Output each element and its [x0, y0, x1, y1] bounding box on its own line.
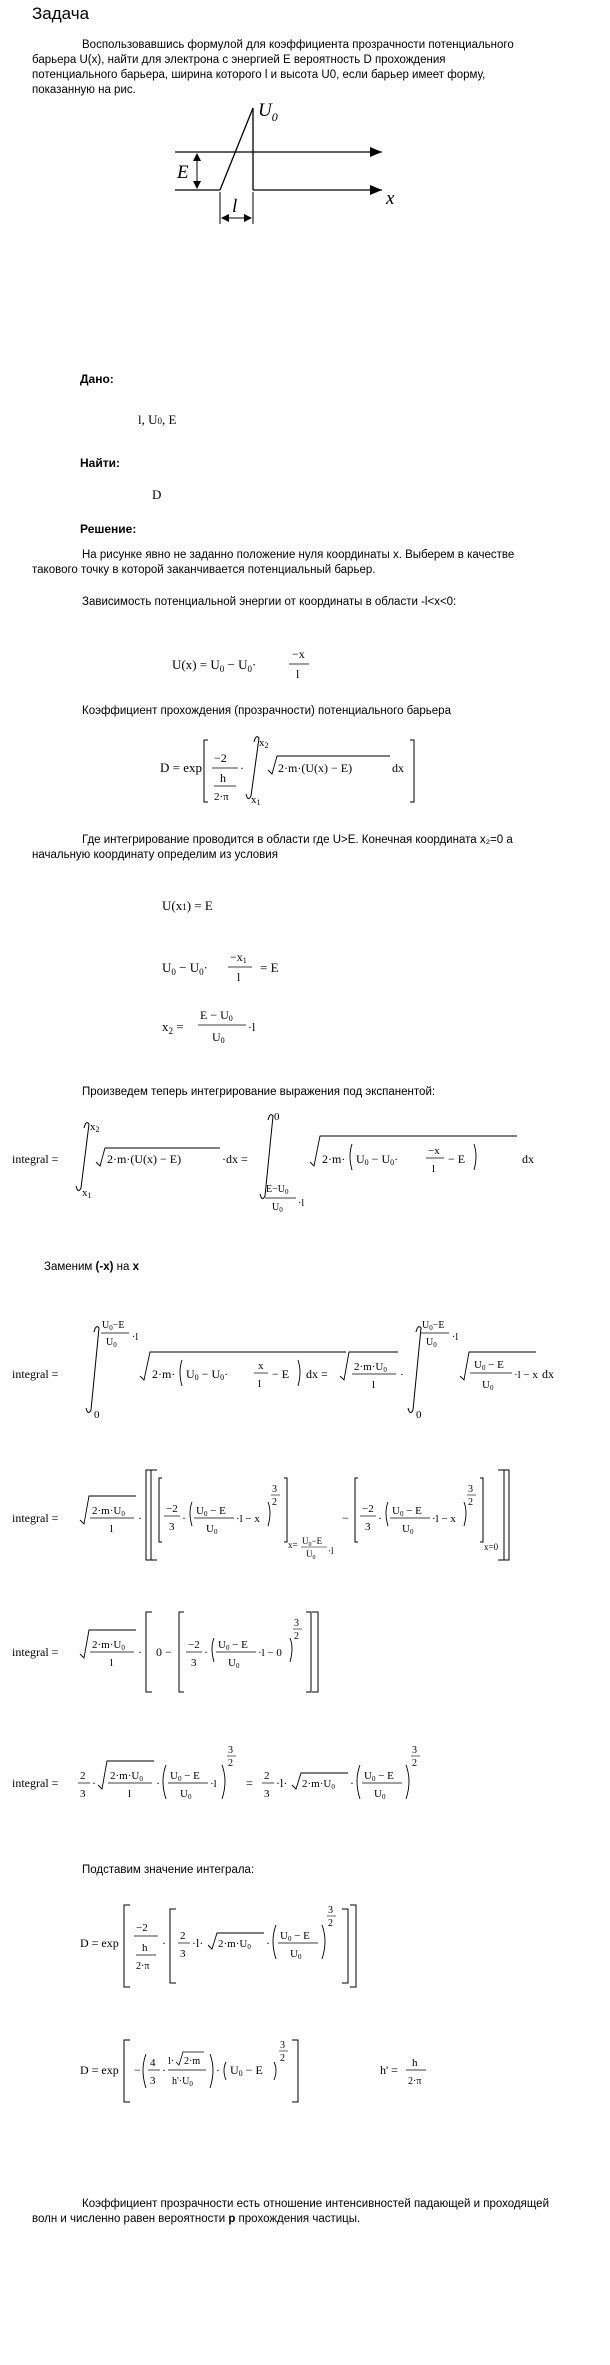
svg-text:·l − x: ·l − x [432, 1513, 456, 1525]
svg-text:D = exp: D = exp [160, 760, 202, 775]
svg-text:h: h [142, 1942, 148, 1954]
svg-text:2·m·U0: 2·m·U0 [302, 1778, 335, 1791]
l-arrow-right-icon [244, 214, 252, 222]
replace-note: Заменим (-x) на x [44, 1261, 139, 1273]
svg-text:U0: $U_0$ [106, 1337, 117, 1349]
svg-text:·l: ·l [248, 1020, 256, 1034]
svg-text:l: l [110, 1523, 114, 1535]
svg-text:U0 − E: U0 − E [196, 1505, 226, 1518]
svg-text:E − U0: E − U0 [200, 1008, 233, 1023]
svg-text:h: h [220, 771, 226, 785]
svg-text:3: 3 [180, 1948, 186, 1960]
svg-text:integral =: integral = [12, 1776, 59, 1790]
svg-text:dx: dx [392, 761, 404, 775]
svg-text:U0: U0 [180, 1788, 192, 1801]
svg-text:dx: dx [522, 1152, 534, 1166]
svg-text:·: · [138, 1511, 142, 1525]
solution-label: Решение: [80, 522, 137, 536]
svg-text:2·m·U0: 2·m·U0 [354, 1361, 387, 1374]
svg-text:3: 3 [169, 1521, 175, 1533]
svg-text:−: − [134, 2063, 141, 2077]
svg-text:U0−E: $U_0-E$ [422, 1320, 445, 1332]
svg-text:−x: −x [292, 647, 305, 661]
svg-text:2·m·: 2·m· [152, 1367, 176, 1381]
svg-text:·: · [350, 1776, 354, 1790]
barrier-figure [150, 100, 410, 240]
svg-text:·l: ·l [452, 1332, 459, 1343]
formula-d-final [80, 2030, 480, 2114]
find-value: D [152, 487, 162, 502]
svg-text:3: 3 [294, 1618, 299, 1629]
svg-text:l: l [128, 1788, 132, 1800]
svg-text:2: 2 [468, 1497, 473, 1508]
svg-text:2: 2 [412, 1758, 417, 1769]
e-label: E [177, 162, 189, 183]
x-label: x [386, 188, 395, 209]
svg-text:3: 3 [150, 2075, 156, 2087]
l-label: l [232, 196, 238, 217]
svg-text:3: 3 [80, 1788, 86, 1800]
paragraph-potential: Зависимость потенциальной энергии от координаты в области -l<x<0: [82, 596, 457, 608]
svg-text:−x1: −x1 [230, 950, 247, 965]
formula-integral-evaluated [12, 1460, 572, 1574]
svg-text:integral =: integral = [12, 1645, 59, 1659]
svg-text:2: 2 [272, 1497, 277, 1508]
x-axis-arrow-icon [370, 185, 382, 195]
svg-text:2: 2 [228, 1758, 233, 1769]
svg-text:x2: x2 [259, 737, 269, 750]
svg-text:3: 3 [264, 1788, 270, 1800]
svg-text:D = exp: D = exp [80, 2063, 119, 2077]
svg-text:U0: U0 [402, 1523, 414, 1536]
svg-text:3: 3 [328, 1905, 333, 1916]
svg-text:−2: −2 [136, 1922, 148, 1934]
svg-text:l: l [258, 1378, 262, 1390]
svg-text:·: · [156, 1776, 160, 1790]
svg-text:·: · [162, 2063, 166, 2077]
svg-text:·l: ·l [328, 1546, 334, 1556]
svg-text:·: · [266, 1936, 270, 1950]
svg-text:U0: $U_0$ [426, 1337, 437, 1349]
formula-integral-setup [12, 1110, 552, 1224]
svg-text:·l: ·l [210, 1778, 217, 1790]
svg-text:U0: U0 [206, 1523, 218, 1536]
svg-text:U0−E: $U_0-E$ [302, 1536, 323, 1548]
svg-text:2·m·U0: 2·m·U0 [92, 1505, 125, 1518]
svg-text:2: 2 [294, 1631, 299, 1642]
svg-text:3: 3 [272, 1484, 277, 1495]
svg-text:−: − [342, 1511, 349, 1525]
formula-condition: U(x1) = E [162, 898, 213, 913]
svg-text:·: · [138, 1645, 142, 1659]
svg-text:0 −: 0 − [156, 1645, 172, 1659]
svg-text:2·m: 2·m [184, 2056, 201, 2067]
svg-text:integral =: integral = [12, 1367, 59, 1381]
e-arrow-down-icon [193, 181, 201, 189]
svg-text:2·π: 2·π [408, 2076, 422, 2087]
svg-text:U0: U0 [290, 1948, 302, 1961]
svg-text:U0 − E: U0 − E [474, 1359, 504, 1372]
svg-text:·: · [216, 2063, 220, 2077]
svg-text:U0: $U_0$ [272, 1202, 283, 1214]
paragraph-conclusion: Коэффициент прозрачности есть отношение интенсивностей падающей и проходящей волн и численно равен вероятности p прохождения частицы. [32, 2198, 550, 2225]
svg-text:·l − x: ·l − x [514, 1369, 538, 1381]
svg-text:3: 3 [468, 1484, 473, 1495]
svg-text:U0 − U0·: U0 − U0· [186, 1367, 229, 1382]
svg-text:2: 2 [264, 1770, 270, 1782]
svg-text:2: 2 [180, 1930, 186, 1942]
svg-text:4: 4 [150, 2057, 156, 2069]
svg-text:−2: −2 [362, 1503, 374, 1515]
svg-text:U0 − E: U0 − E [218, 1639, 248, 1652]
svg-text:U0: $U_0$ [306, 1549, 316, 1561]
svg-text:·l·: ·l· [192, 1936, 204, 1950]
svg-text:x=0: x=0 [484, 1542, 499, 1552]
paragraph-zero-point: На рисунке явно не заданно положение нуля координаты x. Выберем в качестве такового точку в которой заканчивается потенциальный барьер. [32, 549, 515, 576]
svg-text:U0−E: $U_0-E$ [102, 1320, 125, 1332]
svg-text:−2: −2 [214, 751, 227, 765]
svg-text:2: 2 [280, 2053, 285, 2064]
svg-text:l: l [110, 1657, 114, 1669]
svg-text:= E: = E [260, 960, 279, 975]
given-label: Дано: [80, 372, 114, 386]
svg-text:U0: U0 [212, 1030, 225, 1045]
svg-text:integral =: integral = [12, 1152, 59, 1166]
given-values: l, U0, E [138, 412, 177, 427]
problem-text: Воспользовавшись формулой для коэффициента прозрачности потенциального барьера U(x), найти для электрона с энергией E вероятность D прохождения потенциального барьера, ширина которого l и высота U0, если барьер имеет форму, показанную на рис. [32, 39, 514, 96]
svg-text:−x: −x [428, 1145, 440, 1157]
svg-text:x=: x= [288, 1540, 298, 1550]
svg-text:·: · [162, 1936, 166, 1950]
formula-integral-result [12, 1735, 472, 1829]
svg-text:·: · [92, 1776, 96, 1790]
svg-text:·dx =: ·dx = [222, 1152, 248, 1166]
svg-text:x1: x1 [251, 794, 261, 807]
find-label: Найти: [80, 456, 120, 470]
svg-text:2·m·U0: 2·m·U0 [110, 1770, 143, 1783]
formula-d-substituted [80, 1895, 410, 1999]
svg-text:l: l [432, 1163, 436, 1175]
paragraph-limits: Где интегрирование проводится в области где U>E. Конечная координата x₂=0 а начальную координату определим из условия [32, 834, 513, 861]
svg-text:U0 − U0·: U0 − U0· [356, 1152, 399, 1167]
svg-text:·: · [378, 1511, 382, 1525]
svg-text:2·m·(U(x) − E): 2·m·(U(x) − E) [107, 1152, 182, 1166]
svg-text:x: x [258, 1360, 264, 1372]
svg-text:·l: ·l [298, 1198, 305, 1209]
svg-text:l: l [296, 667, 300, 681]
page-title: Задача [32, 4, 90, 23]
svg-text:−2: −2 [166, 1503, 178, 1515]
svg-text:2·m·: 2·m· [322, 1152, 346, 1166]
svg-text:E−U0: $E-U_0$ [266, 1184, 289, 1196]
paragraph-integration: Произведем теперь интегрирование выражения под экспанентой: [82, 1086, 436, 1098]
svg-text:0: 0 [94, 1409, 100, 1421]
svg-text:U0 − E: U0 − E [392, 1505, 422, 1518]
svg-text:h'·U0: $h'\cdot U_0$ [172, 2076, 193, 2088]
svg-text:3: 3 [228, 1745, 233, 1756]
svg-text:− E: − E [448, 1152, 466, 1166]
svg-text:x2 =: $x_2$ = [162, 1019, 184, 1036]
svg-text:·l: ·l [132, 1332, 139, 1343]
formula-integral-substituted [12, 1318, 572, 1432]
svg-text:l: l [372, 1379, 376, 1391]
svg-text:·: · [240, 761, 244, 775]
svg-text:2·m·U0: 2·m·U0 [92, 1639, 125, 1652]
svg-text:l: l [237, 970, 241, 984]
svg-text:·l − x: ·l − x [236, 1513, 260, 1525]
paragraph-transmission: Коэффициент прохождения (прозрачности) потенциального барьера [82, 705, 451, 717]
svg-text:·: · [400, 1367, 404, 1381]
svg-text:U0 − E: U0 − E [170, 1770, 200, 1783]
svg-text:U0: U0 [482, 1379, 494, 1392]
svg-text:x1: x1 [82, 1187, 92, 1200]
svg-text:− E: − E [272, 1367, 290, 1381]
svg-text:·l − 0: ·l − 0 [258, 1647, 282, 1659]
svg-text:·: · [182, 1511, 186, 1525]
svg-text:D = exp: D = exp [80, 1936, 119, 1950]
svg-text:integral =: integral = [12, 1511, 59, 1525]
formula-condition-expanded [162, 948, 322, 992]
svg-text:·l·: ·l· [276, 1776, 288, 1790]
formula-x1 [162, 1005, 282, 1053]
svg-text:2·π: 2·π [136, 1961, 150, 1972]
energy-arrow-icon [370, 147, 382, 157]
svg-text:0: 0 [416, 1409, 422, 1421]
svg-text:2·m·(U(x) − E): 2·m·(U(x) − E) [278, 761, 353, 775]
svg-text:3: 3 [191, 1657, 197, 1669]
svg-text:x2: x2 [90, 1121, 100, 1134]
svg-text:dx: dx [542, 1367, 554, 1381]
svg-text:U0 − E: U0 − E [230, 2063, 263, 2078]
svg-text:2: 2 [328, 1918, 333, 1929]
svg-text:=: = [246, 1776, 253, 1790]
svg-text:U(x) = U0 − U0·: $U(x) = U_0 - U_0\cdot$ [172, 657, 257, 674]
svg-text:3: 3 [412, 1745, 417, 1756]
svg-text:−2: −2 [188, 1639, 200, 1651]
svg-text:U0 − E: U0 − E [280, 1930, 310, 1943]
e-arrow-up-icon [193, 153, 201, 161]
svg-text:3: 3 [280, 2040, 285, 2051]
formula-transmission [160, 730, 420, 814]
svg-text:U0 − U0·: $U_0 - U_0\cdot$ [162, 960, 208, 977]
u0-label: $U_0$ [258, 100, 278, 124]
svg-text:U0: U0 [374, 1788, 386, 1801]
svg-text:U0 − E: U0 − E [364, 1770, 394, 1783]
formula-potential [172, 645, 352, 689]
svg-text:U0: U0 [228, 1657, 240, 1670]
svg-text:3: 3 [365, 1521, 371, 1533]
svg-text:dx =: dx = [306, 1367, 328, 1381]
svg-text:h' =: h' = [380, 2063, 398, 2077]
svg-text:·: · [204, 1645, 208, 1659]
paragraph-substitute: Подставим значение интеграла: [82, 1864, 255, 1876]
svg-text:l·: l· [168, 2056, 175, 2067]
svg-text:0: 0 [274, 1111, 280, 1123]
formula-integral-simplified [12, 1600, 412, 1704]
svg-text:2·π: 2·π [214, 791, 229, 803]
svg-text:h: h [412, 2057, 418, 2069]
svg-text:2·m·U0: 2·m·U0 [218, 1938, 251, 1951]
barrier-slope [220, 108, 253, 190]
l-arrow-left-icon [221, 214, 229, 222]
svg-text:2: 2 [80, 1770, 86, 1782]
